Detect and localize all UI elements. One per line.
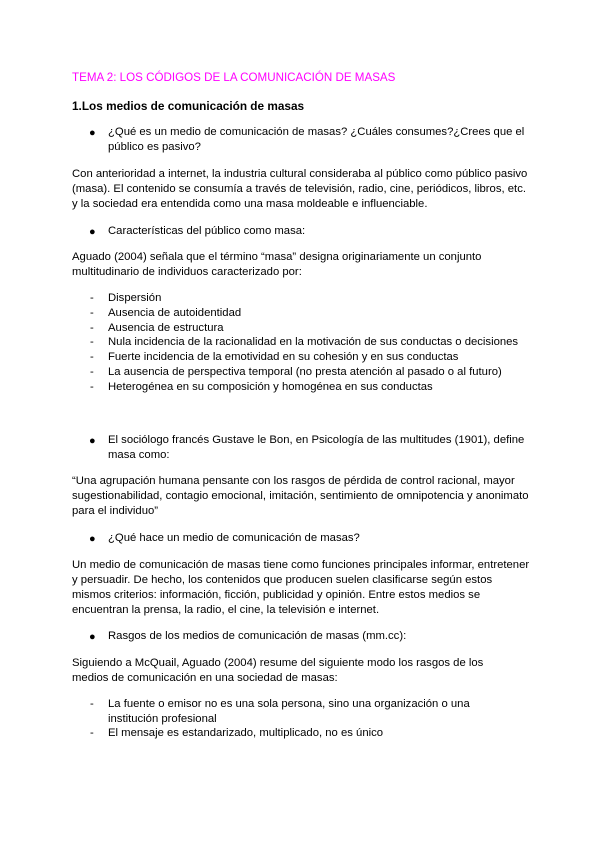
dash-icon: - [90,727,94,739]
bullet-icon: ● [89,435,96,447]
list-item: El mensaje es estandarizado, multiplicado, no es único [108,727,384,739]
section-heading: 1.Los medios de comunicación de masas [72,99,305,113]
list-item: La fuente o emisor no es una sola persona, sino una organización o una institución profesional [108,698,470,725]
list-item: Heterogénea en su composición y homogénea en sus conductas [108,381,433,393]
list-item: Dispersión [108,292,162,304]
bullet-icon: ● [89,533,96,545]
dash-icon: - [90,336,94,348]
dash-icon: - [90,307,94,319]
dash-icon: - [90,381,94,393]
document-title: TEMA 2: LOS CÓDIGOS DE LA COMUNICACIÓN DE MASAS [72,71,396,84]
dash-icon: - [90,366,94,378]
list-item: Fuerte incidencia de la emotividad en su cohesión y en sus conductas [108,351,459,363]
quote-paragraph: “Una agrupación humana pensante con los rasgos de pérdida de control racional, mayor sugestionabilidad, contagio emocional, imitación, sentimiento de omnipotencia y anonimato para el individuo” [72,475,529,517]
bullet-icon: ● [89,127,96,139]
list-item: Ausencia de estructura [108,322,224,334]
bullet-text: Rasgos de los medios de comunicación de masas (mm.cc): [108,630,407,642]
list-item: Nula incidencia de la racionalidad en la motivación de sus conductas o decisiones [108,336,519,348]
dash-icon: - [90,351,94,363]
bullet-text: ¿Qué es un medio de comunicación de masas? ¿Cuáles consumes?¿Crees que el público es pasivo? [108,126,525,153]
paragraph: Con anterioridad a internet, la industria cultural consideraba al público como público pasivo (masa). El contenido se consumía a través de televisión, radio, cine, periódicos, libros, etc. y la sociedad era entendida como una masa moldeable e influenciable. [72,168,528,210]
bullet-text: Características del público como masa: [108,225,306,237]
bullet-text: El sociólogo francés Gustave le Bon, en Psicología de las multitudes (1901), define masa como: [108,434,525,461]
list-item: Ausencia de autoidentidad [108,307,242,319]
dash-icon: - [90,322,94,334]
dash-icon: - [90,292,94,304]
paragraph: Aguado (2004) señala que el término “masa” designa originariamente un conjunto multitudinario de individuos caracterizado por: [72,251,482,278]
bullet-icon: ● [89,226,96,238]
bullet-text: ¿Qué hace un medio de comunicación de masas? [108,532,360,544]
list-item: La ausencia de perspectiva temporal (no presta atención al pasado o al futuro) [108,366,502,378]
dash-icon: - [90,698,94,710]
paragraph: Siguiendo a McQuail, Aguado (2004) resume del siguiente modo los rasgos de los medios de comunicación en una sociedad de masas: [72,657,484,684]
bullet-icon: ● [89,631,96,643]
paragraph: Un medio de comunicación de masas tiene como funciones principales informar, entretener y persuadir. De hecho, los contenidos que producen suelen clasificarse según estos mismos criterios: información, ficción, publicidad y opinión. Entre estos medios se encuentran la prensa, la radio, el cine, la televisión e internet. [72,559,530,616]
